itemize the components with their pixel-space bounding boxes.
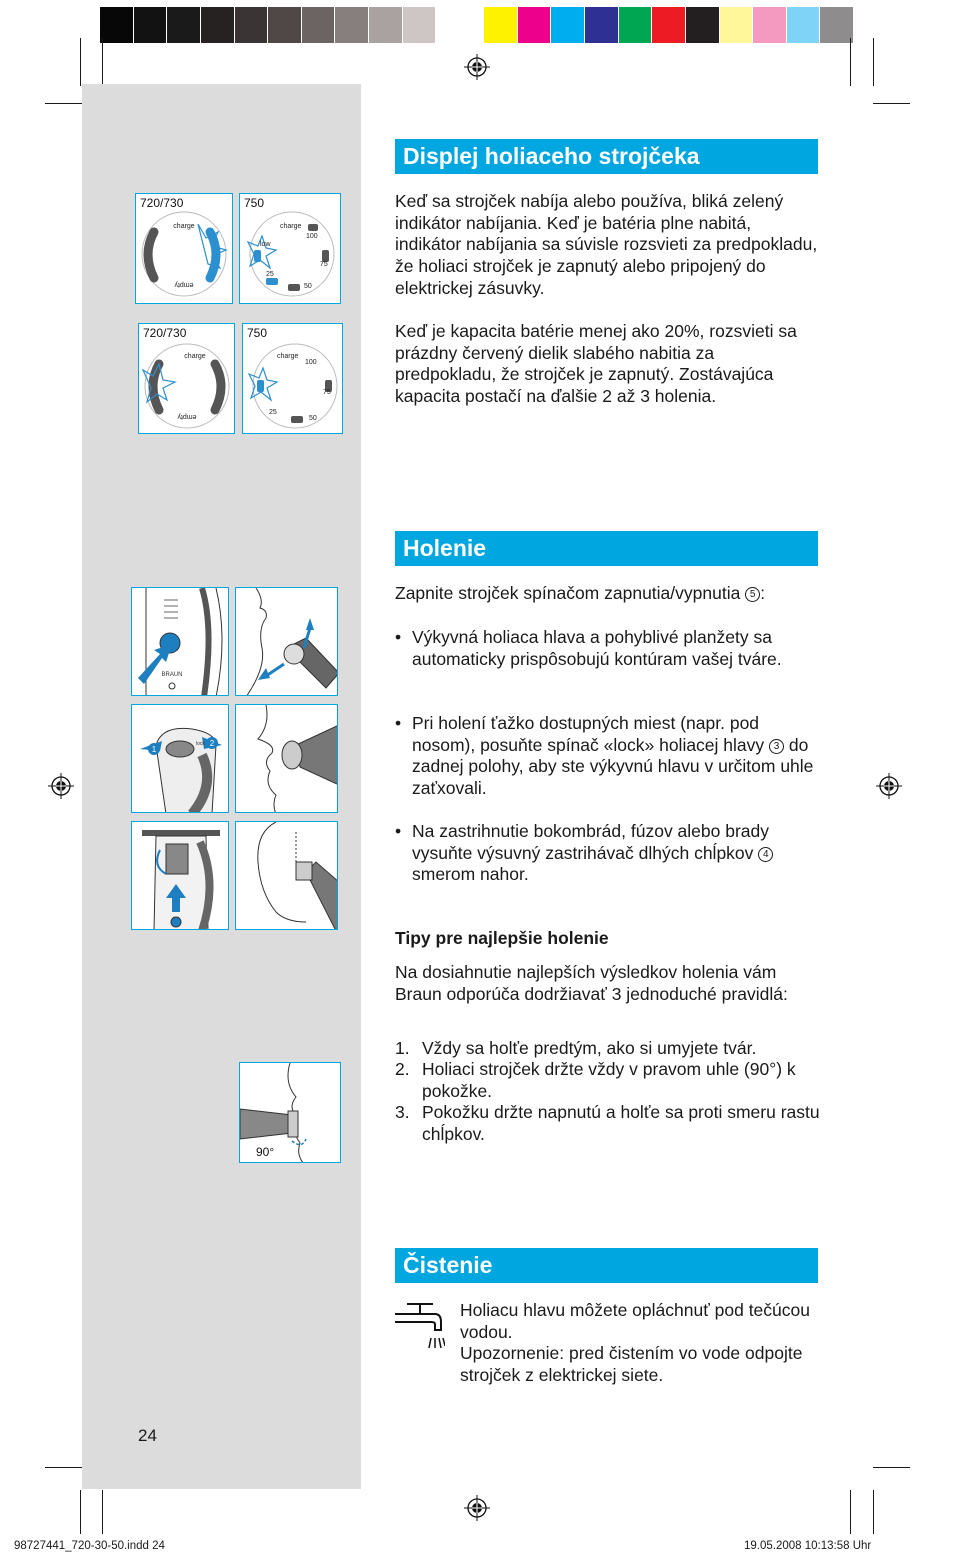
- illustration-trimmer: [131, 821, 229, 930]
- low-battery-display-icon: [139, 324, 235, 434]
- illustration-shaving-neck: [235, 587, 338, 696]
- display-figure-720-low: [138, 323, 235, 434]
- crop-mark: [45, 1467, 82, 1468]
- long-hair-trimmer-icon: [132, 822, 229, 930]
- illustration-switch-on: [131, 587, 229, 696]
- crop-mark: [102, 1490, 103, 1534]
- illustration-shaving-nose: [235, 704, 338, 813]
- crop-mark: [80, 38, 81, 86]
- crop-mark: [80, 1490, 81, 1534]
- color-swatch: [551, 7, 585, 43]
- illustration-90-degree: [239, 1062, 341, 1163]
- registration-mark-icon: [464, 1495, 490, 1521]
- reference-number: 3: [769, 739, 784, 754]
- model-label: 750: [247, 326, 268, 340]
- section-title-shaving: Holenie: [395, 531, 818, 566]
- color-swatch: [484, 7, 518, 43]
- dial-mark-label: 75: [320, 261, 328, 268]
- face-shaving-icon: [236, 588, 338, 696]
- color-swatch: [167, 7, 201, 43]
- color-swatch: [302, 7, 336, 43]
- face-nose-shaving-icon: [236, 705, 338, 813]
- color-swatch: [403, 7, 437, 43]
- charge-display-icon: [136, 194, 233, 304]
- reference-number: 4: [758, 847, 773, 862]
- page-number: 24: [138, 1426, 157, 1445]
- color-swatch: [369, 7, 403, 43]
- tips-intro: Na dosiahnutie najlepších výsledkov holenia vám Braun odporúča dodržiavať 3 jednoduché pravidlá:: [395, 962, 788, 1004]
- display-paragraph-2: Keď je kapacita batérie menej ako 20%, rozsvieti sa prázdny červený dielik slabého nabitia za predpokladu, že strojček je zapnutý. Zostávajúca kapacita postačí na ďalšie 2 až 3 holenia.: [395, 321, 797, 407]
- low-battery-display-icon: [243, 324, 343, 434]
- dial-charge-label: charge: [280, 223, 302, 230]
- model-label: 720/730: [140, 196, 184, 210]
- dial-mark-label: 75: [323, 389, 331, 396]
- lock-switch-icon: [132, 705, 229, 813]
- color-swatch: [619, 7, 653, 43]
- display-paragraph-1: Keď sa strojček nabíja alebo používa, bliká zelený indikátor nabíjania. Keď je batéria plne nabitá, indikátor nabíjania sa súvisle rozsvieti za predpokladu, že holiaci strojček je zapnutý alebo pripojený do elektrickej zásuvky.: [395, 191, 818, 298]
- crop-mark: [873, 38, 874, 86]
- reference-number: 5: [745, 587, 760, 602]
- footer-timestamp: 19.05.2008 10:13:58 Uhr: [744, 1540, 872, 1552]
- dial-mark-label: 100: [305, 359, 317, 366]
- color-swatch: [686, 7, 720, 43]
- illustration-lock-switch: [131, 704, 229, 813]
- tips-title: Tipy pre najlepšie holenie: [395, 928, 609, 948]
- dial-charge-label: charge: [184, 353, 206, 360]
- dial-low-label: low: [260, 241, 271, 248]
- registration-mark-icon: [464, 54, 490, 80]
- dial-charge-label: charge: [173, 223, 195, 230]
- model-label: 750: [244, 196, 265, 210]
- brand-label: BRAUN: [161, 672, 183, 678]
- color-swatch: [268, 7, 302, 43]
- dial-charge-label: charge: [277, 353, 299, 360]
- color-swatch: [753, 7, 787, 43]
- lock-label: lock: [196, 741, 205, 747]
- model-label: 720/730: [143, 326, 187, 340]
- shaver-power-button-icon: [132, 588, 229, 696]
- display-figure-750-charging: [239, 193, 341, 304]
- display-figure-750-low: [242, 323, 343, 434]
- angle-label: 90°: [256, 1145, 275, 1159]
- sideburn-trimming-icon: [236, 822, 338, 930]
- crop-mark: [850, 38, 851, 86]
- cleaning-text: Holiacu hlavu môžete opláchnuť pod tečúcou vodou. Upozornenie: pred čistením vo vode odpojte strojček z elektrickej siete.: [460, 1300, 810, 1386]
- crop-mark: [873, 1490, 874, 1534]
- color-swatch: [335, 7, 369, 43]
- step-number: 1: [151, 745, 157, 754]
- crop-mark: [850, 1490, 851, 1534]
- color-swatch: [235, 7, 269, 43]
- color-swatch: [720, 7, 754, 43]
- dial-mark-label: 25: [266, 271, 274, 278]
- color-swatch: [201, 7, 235, 43]
- dial-mark-label: 100: [306, 233, 318, 240]
- section-title-display: Displej holiaceho strojčeka: [395, 139, 818, 174]
- dial-empty-label: empty: [174, 281, 194, 288]
- display-figure-720-charging: [135, 193, 233, 304]
- registration-mark-icon: [48, 773, 74, 799]
- color-swatch: [652, 7, 686, 43]
- shaving-intro: Zapnite strojček spínačom zapnutia/vypnutia 5 :: [395, 583, 766, 603]
- step-number: 2: [209, 739, 215, 748]
- color-swatch: [436, 7, 470, 43]
- footer-file-info: 98727441_720-30-50.indd 24: [14, 1540, 165, 1552]
- dial-empty-label: empty: [177, 413, 197, 420]
- color-swatch: [134, 7, 168, 43]
- section-title-cleaning: Čistenie: [395, 1248, 818, 1283]
- crop-mark: [45, 103, 82, 104]
- color-swatch: [787, 7, 821, 43]
- crop-mark: [873, 1467, 910, 1468]
- crop-mark: [102, 38, 103, 86]
- color-swatch: [585, 7, 619, 43]
- crop-mark: [873, 103, 910, 104]
- swatch-gap: [470, 7, 484, 43]
- color-swatch: [100, 7, 134, 43]
- color-swatch: [518, 7, 552, 43]
- registration-mark-icon: [876, 773, 902, 799]
- charge-display-icon: [240, 194, 341, 304]
- printer-color-bar: [100, 7, 854, 43]
- dial-mark-label: 50: [304, 283, 312, 290]
- dial-mark-label: 25: [269, 409, 277, 416]
- dial-mark-label: 50: [309, 415, 317, 422]
- illustration-sideburn-trim: [235, 821, 338, 930]
- water-tap-icon: [395, 1300, 445, 1352]
